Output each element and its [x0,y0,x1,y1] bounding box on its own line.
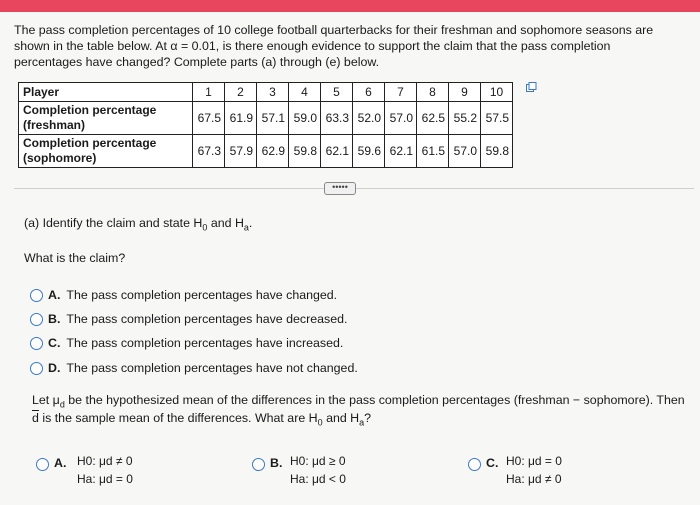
row-label-line: (sophomore) [23,151,97,165]
hyp-option-c-letter[interactable]: C. [486,456,499,470]
claim-option-a[interactable] [48,288,337,302]
prompt-text: Let μ [32,393,60,407]
prompt-text: ? [364,411,372,425]
option-text: The pass completion percentages have decreased. [66,312,348,326]
prompt-text: and H [322,411,360,425]
null-hypothesis: H0: μd ≠ 0 [77,454,133,468]
intro-line-3: percentages have changed? Complete parts (a) through (e) below. [14,55,380,69]
claim-option-b[interactable] [48,312,347,326]
radio-claim-b[interactable] [30,313,43,326]
intro-line-1: The pass completion percentages of 10 college football quarterbacks for their freshman and sophomore seasons are [14,23,654,37]
claim-option-d[interactable] [48,361,358,375]
table-row-freshman [19,102,513,135]
radio-claim-c[interactable] [30,337,43,350]
prompt-text: (a) Identify the claim and state H [24,216,203,230]
table-cell: 59.8 [481,135,513,168]
claim-question: What is the claim? [24,251,126,265]
player-number: 2 [225,83,257,102]
null-hypothesis: H0: μd ≥ 0 [290,454,346,468]
intro-line-2: shown in the table below. At α = 0.01, is there enough evidence to support the claim that the pass completion [14,39,611,53]
hyp-option-b-letter[interactable]: B. [270,456,283,470]
claim-option-c[interactable] [48,336,343,350]
table-cell: 59.8 [289,135,321,168]
prompt-text: be the hypothesized mean of the differences in the pass completion percentages (freshman − sophomore). Then [64,393,685,407]
player-number: 1 [193,83,225,102]
table-row-sophomore [19,135,513,168]
question-text [14,22,686,70]
option-letter: B. [48,312,61,326]
table-cell: 57.5 [481,102,513,135]
table-cell: 62.1 [385,135,417,168]
table-cell: 62.5 [417,102,449,135]
option-letter: C. [48,336,61,350]
player-number: 9 [449,83,481,102]
expand-more-button[interactable]: ••••• [324,182,356,195]
radio-claim-a[interactable] [30,289,43,302]
player-number: 3 [257,83,289,102]
radio-hyp-a[interactable] [36,458,49,471]
table-cell: 62.9 [257,135,289,168]
subscript: a [359,417,365,428]
prompt-text: and H [207,216,244,230]
data-table [18,82,513,168]
player-header: Player [19,83,193,102]
table-cell: 57.9 [225,135,257,168]
row-label-line: Completion percentage [23,136,157,150]
null-hypothesis: H0: μd = 0 [506,454,562,468]
row-label-freshman [19,102,193,135]
table-cell: 57.0 [385,102,417,135]
d-bar-symbol: $\overline{d}$ [32,411,39,425]
radio-hyp-c[interactable] [468,458,481,471]
option-text: The pass completion percentages have not changed. [66,361,358,375]
alt-hypothesis: Ha: μd ≠ 0 [506,472,562,486]
row-label-line: (freshman) [23,118,86,132]
part-a-prompt [24,216,252,232]
subscript: 0 [317,417,323,428]
table-cell: 57.1 [257,102,289,135]
table-cell: 67.3 [193,135,225,168]
player-number: 7 [385,83,417,102]
subscript: 0 [202,222,208,233]
table-cell: 59.0 [289,102,321,135]
table-header-row [19,83,513,102]
option-letter: A. [48,288,61,302]
table-cell: 67.5 [193,102,225,135]
radio-hyp-b[interactable] [252,458,265,471]
table-cell: 61.9 [225,102,257,135]
row-label-sophomore [19,135,193,168]
radio-claim-d[interactable] [30,362,43,375]
option-letter: D. [48,361,61,375]
table-cell: 52.0 [353,102,385,135]
row-label-line: Completion percentage [23,103,157,117]
copy-icon[interactable] [526,82,537,93]
option-text: The pass completion percentages have changed. [66,288,338,302]
table-cell: 63.3 [321,102,353,135]
player-number: 10 [481,83,513,102]
table-cell: 55.2 [449,102,481,135]
alt-hypothesis: Ha: μd < 0 [290,472,346,486]
table-cell: 62.1 [321,135,353,168]
subscript: a [243,222,249,233]
option-text: The pass completion percentages have increased. [66,336,344,350]
prompt-text: is the sample mean of the differences. What are H [38,411,318,425]
player-number: 4 [289,83,321,102]
hypothesis-prompt-line-1 [32,393,685,409]
prompt-text: . [248,216,253,230]
hypothesis-prompt-line-2 [32,411,371,427]
hyp-option-a[interactable] [77,452,133,488]
table-cell: 59.6 [353,135,385,168]
player-number: 6 [353,83,385,102]
table-cell: 57.0 [449,135,481,168]
top-accent-bar [0,0,700,12]
player-number: 5 [321,83,353,102]
alt-hypothesis: Ha: μd = 0 [77,472,133,486]
player-number: 8 [417,83,449,102]
hyp-option-a-letter[interactable]: A. [54,456,67,470]
hyp-option-b[interactable] [290,452,346,488]
subscript: d [59,399,65,410]
hyp-option-c[interactable] [506,452,562,488]
table-cell: 61.5 [417,135,449,168]
